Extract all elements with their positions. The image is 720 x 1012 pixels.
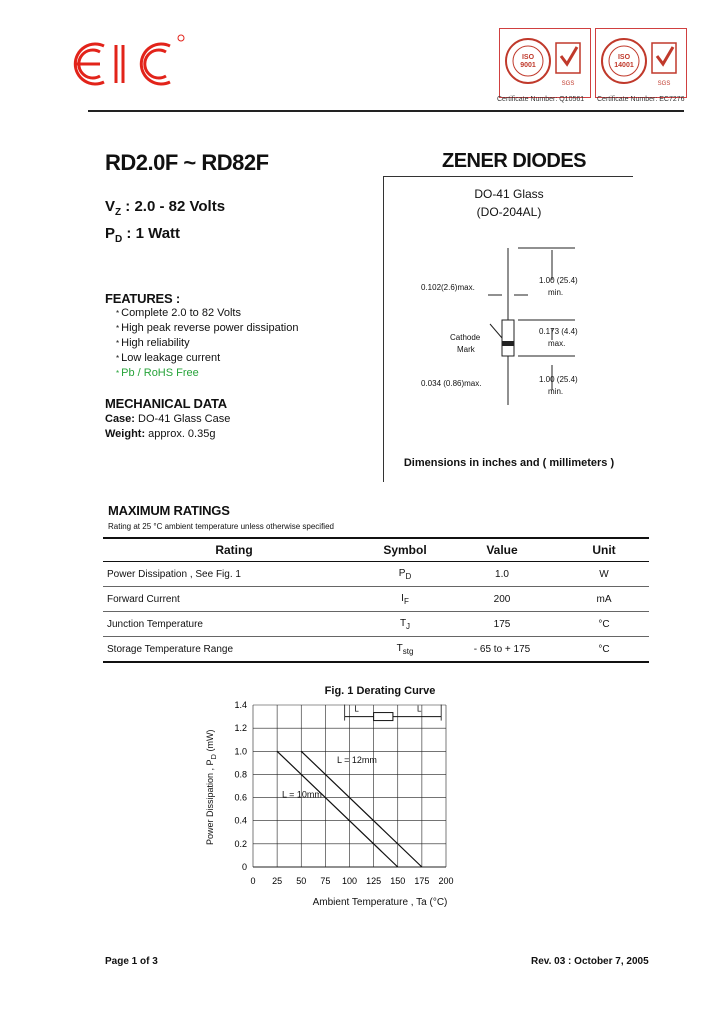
cell-value: 200 <box>445 587 559 612</box>
col-rating: Rating <box>103 538 365 562</box>
y-tick-label: 0.4 <box>234 815 247 826</box>
vz-sub: Z <box>115 207 122 218</box>
series-label: L = 12mm <box>336 754 377 765</box>
cell-symbol: $T_J$ <box>365 612 445 637</box>
y-tick-label: 1.4 <box>234 700 247 710</box>
cell-unit: °C <box>559 612 649 637</box>
svg-text:SGS: SGS <box>561 81 575 87</box>
cell-unit: °C <box>559 637 649 663</box>
cell-symbol: $T_{stg}$ <box>365 637 445 663</box>
ratings-table <box>103 537 649 663</box>
series-line <box>301 751 422 867</box>
x-tick-label: 125 <box>366 876 382 886</box>
pd-spec <box>105 225 180 245</box>
cathode-label: Cathode <box>450 333 481 342</box>
package-alt: (DO-204AL) <box>476 205 542 219</box>
feature-item: * Low leakage current <box>116 352 221 364</box>
x-tick-label: 50 <box>296 876 307 886</box>
mechanical-heading: MECHANICAL DATA <box>105 396 227 411</box>
y-tick-label: 1.2 <box>234 723 247 734</box>
features-list <box>116 306 298 381</box>
dim-lead-top: 1.00 (25.4) <box>539 276 578 285</box>
vz-symbol: V <box>105 198 116 215</box>
pd-symbol: P <box>105 225 116 242</box>
cell-unit: mA <box>559 587 649 612</box>
x-tick-label: 150 <box>390 876 406 886</box>
chart-xlabel: Ambient Temperature , Ta (°C) <box>312 897 448 908</box>
y-tick-label: 0.2 <box>234 838 247 849</box>
cell-rating: Forward Current <box>103 587 365 612</box>
revision: Rev. 03 : October 7, 2005 <box>531 956 649 967</box>
cell-rating: Junction Temperature <box>103 612 365 637</box>
dim-lead-bottom-min: min. <box>548 387 564 396</box>
dim-lead-top-min: min. <box>548 288 564 297</box>
derating-chart <box>225 700 465 890</box>
dim-lead-dia: 0.034 (0.86)max. <box>421 379 482 388</box>
cert-label-9001: Certificate Number: Q10561 <box>497 96 585 103</box>
chart-ylabel: Power Dissipation , $P_D$ (mW) <box>205 729 218 845</box>
features-heading: FEATURES : <box>105 291 181 306</box>
svg-text:14001: 14001 <box>614 62 634 69</box>
dim-body-len: 0.173 (4.4) <box>539 327 578 336</box>
col-symbol: Symbol <box>365 538 445 562</box>
x-tick-label: 25 <box>272 876 283 886</box>
vz-value: : 2.0 - 82 Volts <box>125 198 226 215</box>
package-name: DO-41 Glass <box>474 187 544 201</box>
table-row <box>103 562 649 587</box>
pd-value: : 1 Watt <box>126 225 181 242</box>
svg-text:ISO: ISO <box>521 54 535 61</box>
svg-text:SGS: SGS <box>657 81 671 87</box>
ratings-note: Rating at 25 °C ambient temperature unless otherwise specified <box>108 522 334 531</box>
dim-body-len-max: max. <box>548 339 566 348</box>
y-tick-label: 1.0 <box>234 746 247 757</box>
series-line <box>277 751 398 867</box>
x-tick-label: 100 <box>341 876 358 886</box>
cell-value: - 65 to + 175 <box>445 637 559 663</box>
cell-symbol: $P_D$ <box>365 562 445 587</box>
inset-diode-body <box>374 713 393 721</box>
table-header <box>103 538 649 562</box>
cell-rating: Power Dissipation , See Fig. 1 <box>103 562 365 587</box>
y-tick-label: 0 <box>241 862 247 872</box>
mechanical-case: Case: DO-41 Glass Case <box>105 413 231 425</box>
cell-rating: Storage Temperature Range <box>103 637 365 663</box>
cell-unit: W <box>559 562 649 587</box>
feature-item: * High reliability <box>116 337 190 349</box>
x-tick-label: 75 <box>320 876 331 886</box>
y-tick-label: 0.8 <box>234 769 247 780</box>
cell-value: 175 <box>445 612 559 637</box>
mechanical-weight: Weight: approx. 0.35g <box>105 428 216 440</box>
cathode-label-2: Mark <box>457 345 475 354</box>
ratings-heading: MAXIMUM RATINGS <box>108 503 230 518</box>
table-row <box>103 637 649 663</box>
part-title: RD2.0F ~ RD82F <box>105 150 269 175</box>
col-unit: Unit <box>559 538 649 562</box>
dim-lead-bottom: 1.00 (25.4) <box>539 375 578 384</box>
feature-item: * Pb / RoHS Free <box>116 367 199 379</box>
cell-value: 1.0 <box>445 562 559 587</box>
table-row <box>103 587 649 612</box>
header-rule <box>88 110 684 112</box>
dim-body-dia: 0.102(2.6)max. <box>421 283 475 292</box>
table-row <box>103 612 649 637</box>
cert-label-14001: Certificate Number: EC7276 <box>597 96 685 103</box>
cell-symbol: $I_F$ <box>365 587 445 612</box>
col-value: Value <box>445 538 559 562</box>
inset-label: L <box>354 704 359 714</box>
x-tick-label: 0 <box>250 876 256 886</box>
x-tick-label: 200 <box>438 876 454 886</box>
package-frame-left <box>383 176 384 482</box>
page-number: Page 1 of 3 <box>105 956 158 967</box>
feature-item: * Complete 2.0 to 82 Volts <box>116 307 241 319</box>
series-label: L = 10mm <box>281 789 322 800</box>
chart-title: Fig. 1 Derating Curve <box>324 685 436 697</box>
package-frame-top <box>383 176 633 177</box>
iso-9001-seal <box>499 28 591 98</box>
iso-14001-seal <box>595 28 687 98</box>
x-tick-label: 175 <box>414 876 430 886</box>
eic-logo <box>60 32 188 96</box>
dimensions-caption: Dimensions in inches and ( millimeters ) <box>403 457 615 469</box>
svg-text:9001: 9001 <box>520 62 536 69</box>
feature-item: * High peak reverse power dissipation <box>116 322 299 334</box>
vz-spec <box>105 198 225 218</box>
pd-sub: D <box>115 234 123 245</box>
inset-label: L <box>417 704 422 714</box>
y-tick-label: 0.6 <box>234 792 247 803</box>
svg-text:ISO: ISO <box>617 54 631 61</box>
category-title: ZENER DIODES <box>442 150 587 172</box>
